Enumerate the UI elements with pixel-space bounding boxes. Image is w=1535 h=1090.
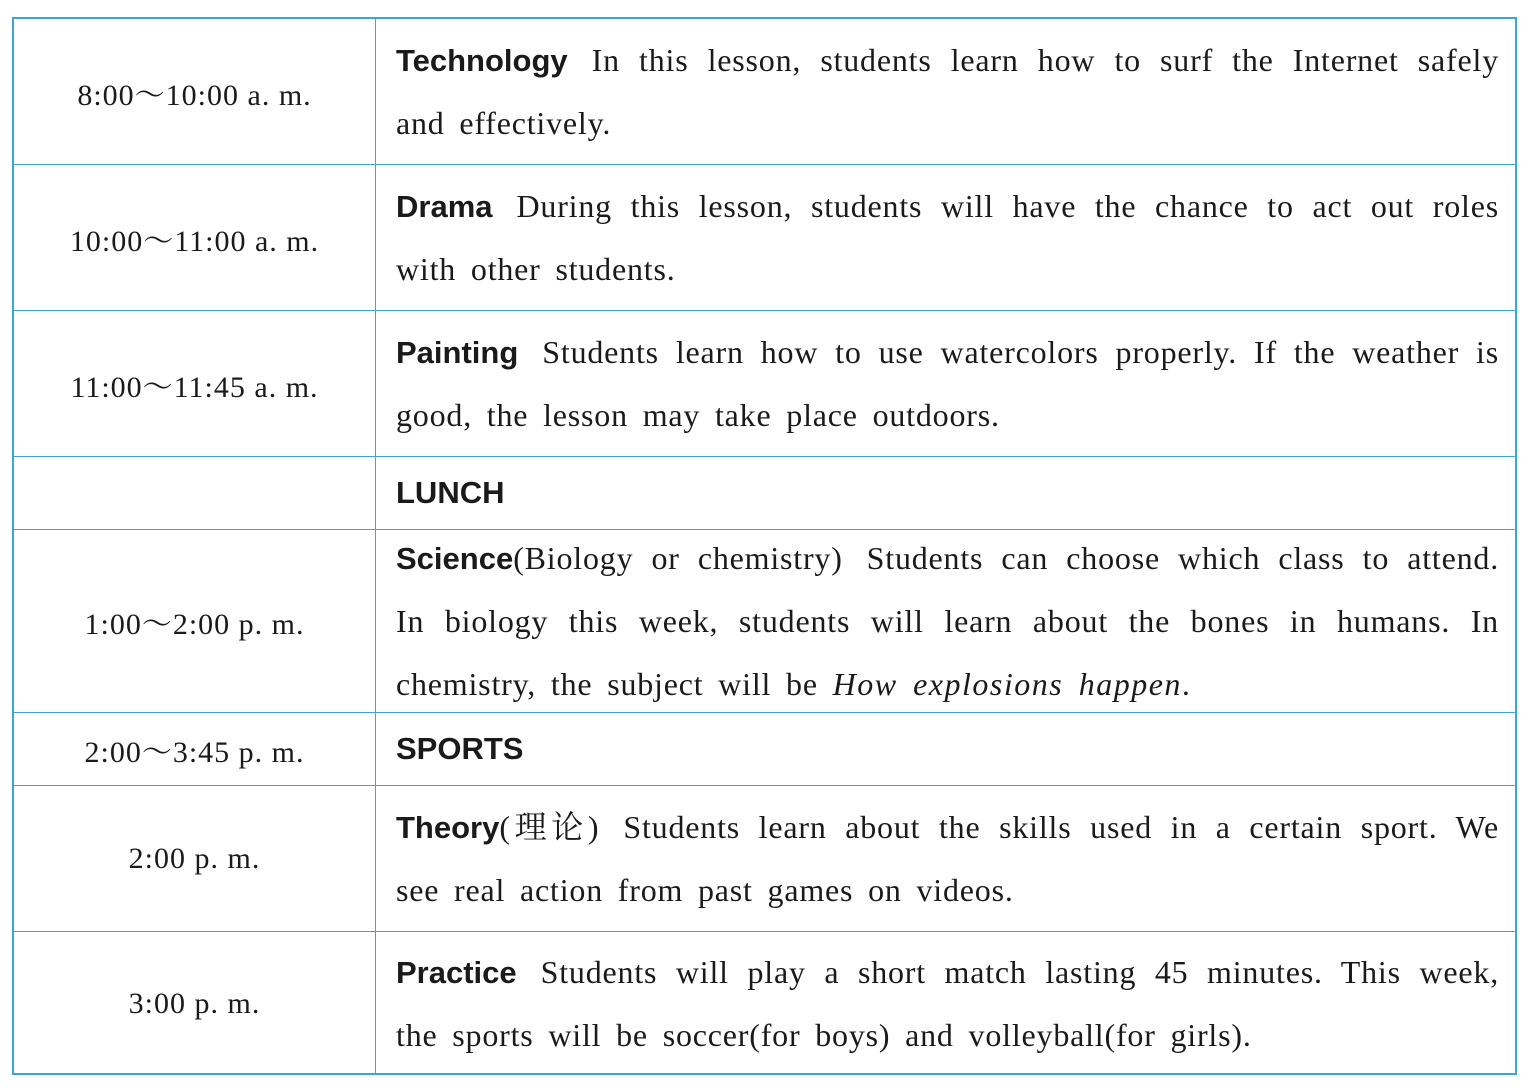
description-text [396,29,1499,155]
time-cell: 10:00～11:00 a. m. [14,165,376,310]
time-cell: 1:00～2:00 p. m. [14,530,376,712]
subject-description: During this lesson, students will have the chance to act out roles with other students. [396,187,1499,287]
subject-description: Students learn about the skills used in a certain sport. We see real action from past games on videos. [396,808,1499,908]
table-row [14,165,1515,311]
description-text [396,527,1499,716]
time-cell: 2:00～3:45 p. m. [14,713,376,785]
content-cell [376,932,1515,1075]
subject-name: Practice [396,954,517,990]
description-text [396,941,1499,1067]
time-cell [14,457,376,529]
subject-name: Drama [396,188,493,224]
subject-name: Painting [396,334,519,370]
section-heading: LUNCH [396,475,505,510]
trailing-punctuation: . [1181,665,1191,702]
content-cell [376,311,1515,456]
description-text [396,175,1499,301]
time-cell: 8:00～10:00 a. m. [14,19,376,164]
table-row [14,457,1515,530]
description-text [396,321,1499,447]
subject-note: (Biology or chemistry) [513,539,843,576]
subject-description: Students can choose which class to attend. In biology this week, students will learn about the bones in humans. In chemistry, the subject will be [396,539,1499,702]
schedule-table [12,17,1517,1075]
time-cell: 11:00～11:45 a. m. [14,311,376,456]
content-cell [376,457,1515,529]
section-heading: SPORTS [396,731,524,766]
italic-title: How explosions happen [832,665,1182,702]
table-row [14,311,1515,457]
table-row [14,19,1515,165]
content-cell [376,530,1515,712]
time-cell: 3:00 p. m. [14,932,376,1075]
subject-name: Technology [396,42,568,78]
content-cell [376,19,1515,164]
subject-name: Science [396,540,514,576]
subject-description: Students will play a short match lasting 45 minutes. This week, the sports will be soccer(for boys) and volleyball(for girls). [396,953,1499,1053]
description-text [396,796,1499,922]
subject-description: In this lesson, students learn how to surf the Internet safely and effectively. [396,41,1499,141]
table-row [14,530,1515,713]
subject-name: Theory [396,809,500,845]
subject-note: (理论) [499,808,600,845]
content-cell [376,786,1515,931]
content-cell [376,713,1515,785]
content-cell [376,165,1515,310]
table-row [14,932,1515,1075]
time-cell: 2:00 p. m. [14,786,376,931]
subject-description: Students learn how to use watercolors properly. If the weather is good, the lesson may take place outdoors. [396,333,1499,433]
table-row [14,786,1515,932]
table-row [14,713,1515,786]
